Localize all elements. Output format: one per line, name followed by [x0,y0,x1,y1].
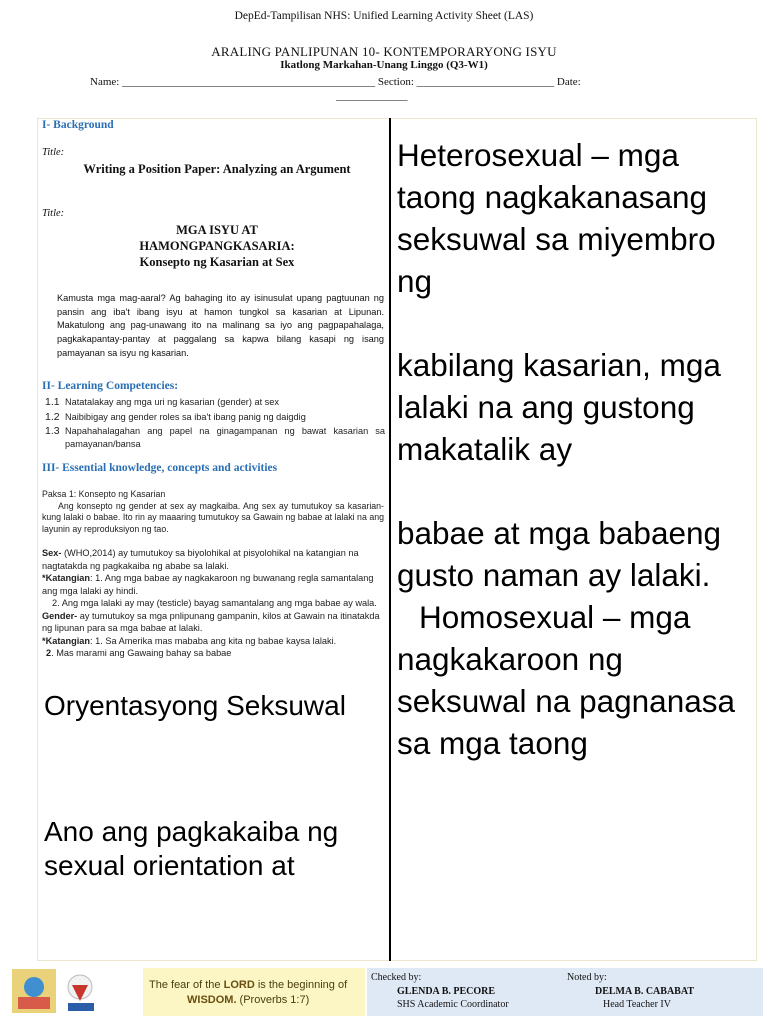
noted-by-role: Head Teacher IV [603,999,671,1010]
competency-text: Natatalakay ang mga uri ng kasarian (gender) at sex [65,397,279,407]
katangian-label: *Katangian [42,573,90,583]
intro-paragraph: Kamusta mga mag-aaral? Ag bahaging ito ay isinusulat upang pagtuunan ng pansin ang iba't ibang isyu at hamon tungkol sa kasarian at Lipunan. Makatulong ang pag-unawang ito na malinang sa iyo ang pagpapahalaga, pagkakapantay-pantay at paggalang sa kapwa bilang kasapi ng isang pamayanan sa isyu ng kasarian. [57,293,384,358]
competency-number: 1.1 [45,396,60,408]
definitions [42,547,384,660]
katangian-body: : 1. Ang mga babae ay nagkakaroon ng buwanang regla samantalang ang mga lalaki ay hindi. [42,573,374,596]
checked-by-label: Checked by: [371,972,422,983]
katangian-body: : 1. Sa Amerika mas mababa ang kita ng babae kaysa lalaki. [90,635,337,646]
gender-label: Gender- [42,610,78,621]
name-section-date-line: Name: ______________________________________________ Section: _________________________ Date: [90,76,581,88]
heterosexual-continued: kabilang kasarian, mga lalaki na ang gustong makatalik ay [397,347,721,467]
signatories [367,968,763,1016]
katangian-gender-2 [42,647,384,660]
competency-item [45,425,385,450]
katangian-text: . Mas marami ang Gawaing bahay sa babae [51,648,232,658]
quarter-label: Ikatlong Markahan-Unang Linggo (Q3-W1) [280,59,488,71]
title-isyu-line3: Konsepto ng Kasarian at Sex [139,255,295,269]
quote-reference: (Proverbs 1:7) [236,994,310,1006]
column-divider [389,118,391,961]
heterosexual-definition: Heterosexual – mga taong nagkakanasang seksuwal sa miyembro ng [397,137,716,299]
noted-by-label: Noted by: [567,972,607,983]
homosexual-definition: Homosexual – mga nagkakaroon ng seksuwal na pagnanasa sa mga taong [397,599,735,761]
quote-lord: LORD [223,979,255,991]
katangian-label: *Katangian [42,635,90,646]
sex-label: Sex- [42,548,62,558]
katangian-gender-1 [42,635,384,648]
right-column-text [397,134,757,764]
katangian-number: 2 [46,648,52,658]
title-position-paper: Writing a Position Paper: Analyzing an Argument [83,162,351,176]
competency-item [45,411,385,424]
checked-by-name: GLENDA B. PECORE [397,986,496,997]
katangian-sex-1 [42,572,384,597]
subject-title: ARALING PANLIPUNAN 10- KONTEMPORARYONG ISYU [211,44,557,59]
competency-number: 1.3 [45,425,60,437]
katangian-sex-2: 2. Ang mga lalaki ay may (testicle) bayag samantalang ang mga babae ay wala. [52,598,377,608]
background-heading: I- Background [42,119,114,131]
title-label: Title: [42,147,65,158]
school-header: DepEd-Tampilisan NHS: Unified Learning Activity Sheet (LAS) [234,10,534,22]
paksa-section [42,489,384,535]
sex-body: (WHO,2014) ay tumutukoy sa biyolohikal at pisyolohikal na katangian na nagtatakda ng pagkakaiba ng ababe sa lalaki. [42,548,359,571]
sex-definition [42,547,384,572]
competencies-heading: II- Learning Competencies: [42,380,179,392]
title-isyu [62,222,372,270]
knowledge-heading: III- Essential knowledge, concepts and activities [42,462,278,474]
bible-quote [143,968,365,1016]
competency-number: 1.2 [45,410,60,423]
competency-text: Naibibigay ang gender roles sa iba't ibang panig ng daigdig [65,411,306,422]
title-isyu-line2: HAMONGPANGKASARIA: [139,239,295,253]
question-text: Ano ang pagkakaiba ng sexual orientation at [44,816,339,881]
date-blank: _____________ [336,90,408,102]
competency-item [45,396,385,409]
quote-wisdom: WISDOM. [187,994,237,1006]
gender-definition [42,610,384,635]
competencies-list [45,396,385,450]
title-isyu-line1: MGA ISYU AT [176,223,258,237]
heterosexual-end: babae at mga babaeng gusto naman ay lalaki. [397,515,722,593]
paksa-title: Paksa 1: Konsepto ng Kasarian [42,489,166,499]
gender-body: ay tumutukoy sa mga pnlipunang gampanin, kilos at Gawain na itinatakda ng lipunan para sa mga babae at lalaki. [42,610,380,633]
checked-by-role: SHS Academic Coordinator [397,999,509,1010]
paksa-body: Ang konsepto ng gender at sex ay magkaiba. Ang sex ay tumutukoy sa kasarian- kung lalaki o babae. Ito rin ay maaaring tumutukoy sa Gawain ng babae at lalaki na ang layunin ay reproduksiyon ng tao. [42,500,384,534]
title-label-2: Title: [42,208,65,219]
noted-by-name: DELMA B. CABABAT [595,986,694,997]
quote-middle: is the beginning of [254,979,348,991]
school-logo-banner [10,967,105,1015]
oryentasyong-heading: Oryentasyong Seksuwal [44,690,346,721]
quote-prefix: The fear of the [149,979,224,991]
competency-text: Napahahalagahan ang papel na ginagampanan ng bawat kasarian sa pamayanan/bansa [65,426,385,449]
